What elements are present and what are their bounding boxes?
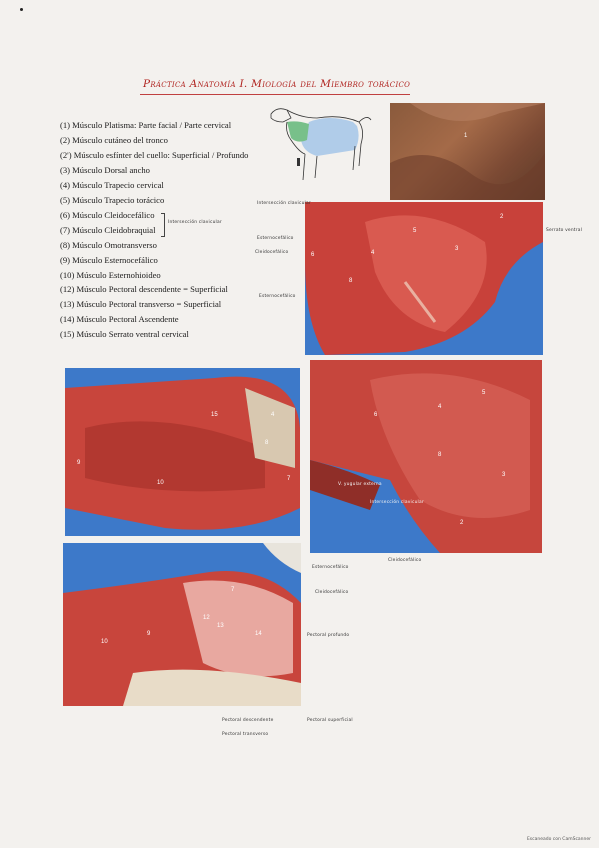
annotation-label: Cleidocefálico	[388, 558, 422, 563]
annotation-label: Pectoral descendente	[222, 718, 274, 723]
annotation-label: Pectoral profundo	[307, 633, 350, 638]
legend-item: (10) Músculo Esternohioideo	[60, 269, 161, 280]
annotation-label: Cleidocefálico	[255, 250, 289, 255]
annotation-label: Intersección clavicular	[168, 220, 222, 225]
dissection-photo-4	[310, 360, 542, 553]
annotation-label: Esternocefálico	[312, 565, 349, 570]
photo-1-shading	[390, 103, 545, 200]
photo-number: 2	[500, 214, 504, 220]
page-title: Práctica Anatomía I. Miología del Miembro torácico	[143, 78, 411, 90]
scan-dot	[20, 8, 23, 11]
photo-number: 15	[211, 412, 218, 418]
legend-item: (7) Músculo Cleidobraquial	[60, 224, 156, 235]
photo-number: 8	[349, 278, 353, 284]
photo-number: 9	[147, 631, 151, 637]
legend-item: (1) Músculo Platisma: Parte facial / Parte cervical	[60, 120, 232, 130]
photo-number: 7	[287, 476, 291, 482]
annotation-label: Esternocefálico	[257, 236, 294, 241]
dissection-photo-2	[305, 202, 543, 355]
legend-item: (8) Músculo Omotransverso	[60, 239, 157, 250]
legend-item: (2') Músculo esfínter del cuello: Superficial / Profundo	[60, 149, 249, 160]
title-underline	[140, 94, 410, 95]
legend-item: (14) Músculo Pectoral Ascendente	[60, 314, 179, 325]
photo-number: 8	[438, 452, 442, 458]
legend-item: (5) Músculo Trapecio torácico	[60, 194, 165, 205]
photo-number: 6	[374, 412, 378, 418]
legend-item: (4) Músculo Trapecio cervical	[60, 179, 164, 190]
photo-number: 7	[231, 587, 235, 593]
photo-4-muscle	[310, 360, 542, 553]
legend-item: (15) Músculo Serrato ventral cervical	[60, 329, 189, 340]
photo-number: 12	[203, 615, 210, 621]
photo-number: 5	[482, 390, 486, 396]
legend-item: (2) Músculo cutáneo del tronco	[60, 134, 168, 145]
photo-number: 8	[265, 440, 269, 446]
legend-item: (12) Músculo Pectoral descendente = Superficial	[60, 284, 228, 295]
photo-number: 6	[311, 252, 315, 258]
photo-number: 13	[217, 623, 224, 629]
dissection-photo-1	[390, 103, 545, 200]
annotation-label: Serrato ventral	[546, 228, 583, 233]
photo-number: 1	[464, 133, 468, 139]
annotation-label: V. yugular externa	[338, 482, 382, 487]
photo-2-muscle	[305, 202, 543, 355]
photo-5-muscle	[63, 543, 301, 706]
annotation-label: Intersección clavicular	[370, 500, 424, 505]
photo-number: 4	[271, 412, 275, 418]
photo-number: 3	[455, 246, 459, 252]
scanner-watermark: Escaneado con CamScanner	[526, 837, 591, 842]
annotation-label: Intersección clavicular	[257, 201, 311, 206]
annotation-label: Pectoral transverso	[222, 732, 269, 737]
photo-number: 3	[502, 472, 506, 478]
photo-3-muscle	[65, 368, 300, 536]
photo-number: 4	[371, 250, 375, 256]
annotation-label: Esternocefálico	[259, 294, 296, 299]
photo-number: 14	[255, 631, 262, 637]
legend-item: (13) Músculo Pectoral transverso = Superficial	[60, 299, 222, 310]
photo-number: 5	[413, 228, 417, 234]
annotation-label: Cleidocefálico	[315, 590, 349, 595]
annotation-label: Pectoral superficial	[307, 718, 353, 723]
dissection-photo-5	[63, 543, 301, 706]
legend-brace	[161, 213, 165, 237]
photo-number: 9	[77, 460, 81, 466]
dog-sketch-image	[257, 100, 375, 200]
photo-number: 10	[101, 639, 108, 645]
legend-item: (9) Músculo Esternocefálico	[60, 254, 158, 265]
photo-number: 10	[157, 480, 164, 486]
photo-number: 2	[460, 520, 464, 526]
dissection-photo-3	[65, 368, 300, 536]
legend-item: (6) Músculo Cleidocefálico	[60, 209, 155, 220]
photo-number: 4	[438, 404, 442, 410]
legend-item: (3) Músculo Dorsal ancho	[60, 164, 150, 175]
